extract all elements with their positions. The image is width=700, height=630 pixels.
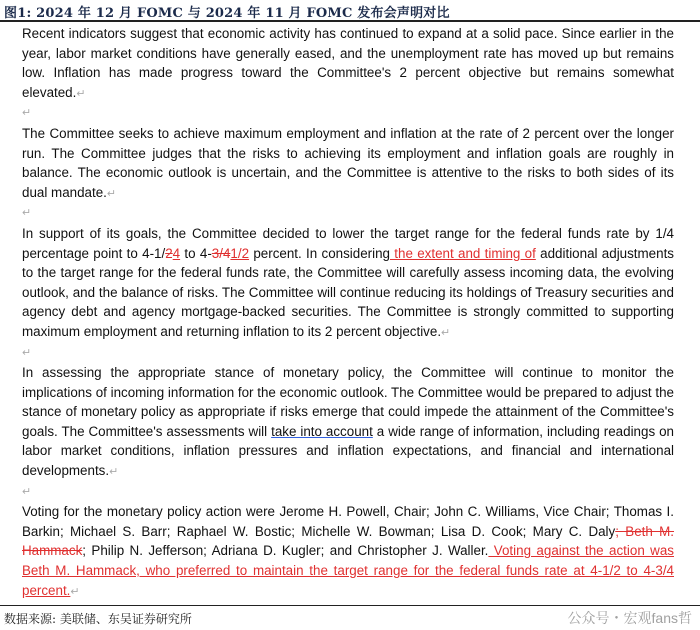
paragraph-mark: ↵ bbox=[106, 187, 117, 200]
paragraph bbox=[22, 24, 674, 104]
blank-line: ↵ bbox=[22, 346, 32, 359]
underlined-text: take into account bbox=[271, 423, 373, 439]
paragraph bbox=[22, 363, 674, 483]
figure-title: 图1: 2024 年 12 月 FOMC 与 2024 年 11 月 FOMC 发布会声明对比 bbox=[4, 6, 450, 21]
paragraph bbox=[22, 124, 674, 204]
statement-comparison-body bbox=[22, 24, 674, 602]
inserted-text: 1/2 bbox=[230, 245, 250, 261]
text-segment: Recent indicators suggest that economic activity has continued to expand at a solid pace. Since earlier in the year, labor market conditions have generally eased, and the unemployment rate has moved up but remains low. Inflation has made progress toward the Committee's 2 percent objective but remains somewhat elevated. bbox=[22, 26, 674, 100]
blank-line: ↵ bbox=[22, 107, 32, 120]
inserted-text: Voting against the action was Beth M. Hammack, who preferred to maintain the target range for the federal funds rate at 4-1/2 to 4-3/4 percent. bbox=[22, 543, 674, 598]
text-segment: Voting for the monetary policy action were Jerome H. Powell, Chair; John C. Williams, Vice Chair; Thomas I. Barkin; Michael S. Barr; Raphael W. Bostic; Michelle W. Bowman; Lisa D. Cook; Mary C. Daly bbox=[22, 504, 674, 539]
deleted-text: 3/4 bbox=[211, 245, 231, 261]
text-segment: ; Philip N. Jefferson; Adriana D. Kugler; and Christopher J. Waller. bbox=[82, 543, 489, 559]
paragraph bbox=[22, 502, 674, 602]
paragraph-mark: ↵ bbox=[76, 87, 86, 100]
text-segment: to 4- bbox=[180, 245, 212, 261]
footer bbox=[0, 606, 700, 630]
text-segment: In assessing the appropriate stance of monetary policy, the Committee will continue to monitor the implications of incoming information for the economic outlook. The Committee would be prepared to adjust the stance of monetary policy as appropriate if risks emerge that could impede the attainment of the Committee's goals. The Committee's assessments will bbox=[22, 365, 674, 439]
inserted-text: the extent and timing of bbox=[390, 245, 536, 261]
paragraph bbox=[22, 224, 674, 344]
deleted-text: ; Beth M. Hammack bbox=[22, 523, 674, 559]
data-source: 数据来源: 美联储、东吴证券研究所 bbox=[4, 611, 192, 626]
text-segment: The Committee seeks to achieve maximum employment and inflation at the rate of 2 percent over the longer run. The Committee judges that the risks to achieving its employment and inflation goals are roughly in balance. The economic outlook is uncertain, and the Committee is attentive to the risks to both sides of its dual mandate. bbox=[22, 125, 674, 200]
inserted-text: 4 bbox=[172, 245, 181, 261]
text-segment: In support of its goals, the Committee decided to lower the target range for the federal funds rate by 1/4 percentage point to 4-1/ bbox=[22, 225, 674, 261]
blank-line: ↵ bbox=[22, 485, 32, 498]
paragraph-mark: ↵ bbox=[70, 585, 80, 598]
paragraph-mark: ↵ bbox=[109, 466, 119, 479]
paragraph-mark: ↵ bbox=[441, 326, 451, 339]
blank-line: ↵ bbox=[22, 207, 32, 220]
text-segment: a wide range of information, including readings on labor market conditions, inflation pressures and inflation expectations, and financial and international developments. bbox=[22, 423, 674, 479]
text-segment: percent. In considering bbox=[249, 245, 390, 261]
deleted-text: 2 bbox=[165, 245, 173, 261]
watermark: 公众号・宏观fans哲 bbox=[567, 610, 692, 627]
text-segment: additional adjustments to the target range for the federal funds rate, the Committee will carefully assess incoming data, the evolving outlook, and the balance of risks. The Committee will continue reducing its holdings of Treasury securities and agency debt and agency mortgage‑backed securities. The Committee is strongly committed to supporting maximum employment and returning inflation to its 2 percent objective. bbox=[22, 245, 674, 339]
